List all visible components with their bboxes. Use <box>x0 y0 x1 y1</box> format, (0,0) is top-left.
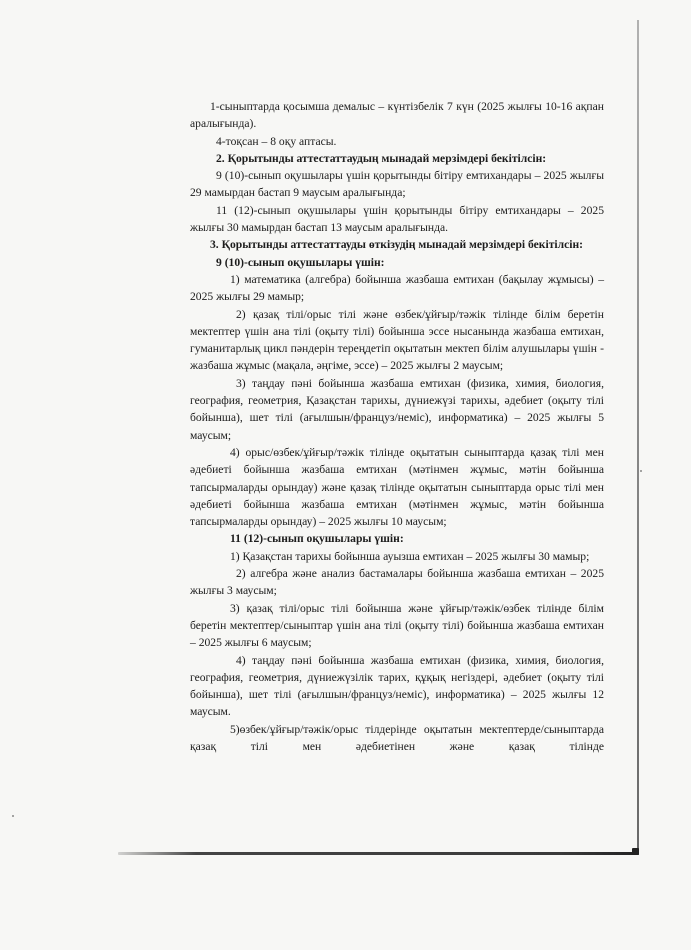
scan-speck <box>12 815 14 817</box>
section-heading-3: 3. Қорытынды аттестаттауды өткізудің мынадай мерзімдері бекітілсін: <box>210 238 584 252</box>
grade9-item-3: 3) таңдау пәні бойынша жазбаша емтихан (физика, химия, биология, география, геометрия, Қазақстан тарихы, дүниежүзі тарихы, әдебиет (оқыту тілі бойынша), шет тілі (ағылшын/француз/неміс), информатика) – 2025 жылғы 5 маусым; <box>190 376 604 442</box>
paragraph-holiday: 1-сыныптарда қосымша демалыс – күнтізбелік 7 күн (2025 жылғы 10-16 ақпан аралығында). <box>190 100 604 131</box>
page-edge-shadow <box>637 20 639 855</box>
grade11-item-5: 5)өзбек/ұйғыр/тәжік/орыс тілдерінде оқытатын мектептерде/сыныптарда қазақ тілі мен әдебиетінен және қазақ тілінде <box>190 722 604 753</box>
subheading-grade11: 11 (12)-сынып оқушылары үшін: <box>230 532 404 546</box>
grade9-item-1: 1) математика (алгебра) бойынша жазбаша емтихан (бақылау жұмысы) – 2025 жылғы 29 мамыр; <box>190 272 604 304</box>
grade11-item-1: 1) Қазақстан тарихы бойынша ауызша емтихан – 2025 жылғы 30 мамыр; <box>230 549 590 563</box>
document-body <box>190 98 604 755</box>
subheading-grade9: 9 (10)-сынып оқушылары үшін: <box>216 255 385 269</box>
section-heading-2: 2. Қорытынды аттестаттаудың мынадай мерзімдері бекітілсін: <box>216 151 547 165</box>
paragraph-grade9-exams: 9 (10)-сынып оқушылары үшін қорытынды бітіру емтихандары – 2025 жылғы 29 мамырдан бастап 9 маусым аралығында; <box>190 169 604 200</box>
grade9-item-4: 4) орыс/өзбек/ұйғыр/тәжік тілінде оқытатын сыныптарда қазақ тілі мен әдебиеті бойынша жазбаша емтихан (мәтінмен жұмыс, мәтін бойынша тапсырмаларды орындау) және қазақ тілінде оқытатын сыныптарда орыс тілі мен әдебиеті бойынша жазбаша емтихан (мәтінмен жұмыс, мәтін бойынша тапсырмаларды орындау) – 2025 жылғы 10 маусым; <box>190 445 604 529</box>
grade11-item-4: 4) таңдау пәні бойынша жазбаша емтихан (физика, химия, биология, география, геометрия, дүниежүзілік тарих, құқық негіздері, әдебиет (оқыту тілі бойынша), шет тілі (ағылшын/француз/неміс), информатика) – 2025 жылғы 12 маусым. <box>190 653 604 719</box>
scan-speck <box>640 470 642 472</box>
bottom-scan-line <box>118 852 638 855</box>
grade9-item-2: 2) қазақ тілі/орыс тілі және өзбек/ұйғыр/тәжік тілінде білім беретін мектептер үшін ана тілі (оқыту тілі) бойынша эссе нысанында жазбаша емтихан, гуманитарлық цикл пәндерін тереңдетіп оқытатын мектеп білім алушылары үшін - жазбаша жұмыс (мақала, әңгіме, эссе) – 2025 жылғы 2 маусым; <box>190 307 604 373</box>
grade11-item-3: 3) қазақ тілі/орыс тілі бойынша және ұйғыр/тәжік/өзбек тілінде білім беретін мектептер/сыныптар үшін ана тілі (оқыту тілі) бойынша жазбаша емтихан – 2025 жылғы 6 маусым; <box>190 601 604 650</box>
grade11-item-2: 2) алгебра және анализ бастамалары бойынша жазбаша емтихан – 2025 жылғы 3 маусым; <box>190 567 604 598</box>
paragraph-grade11-exams: 11 (12)-сынып оқушылары үшін қорытынды бітіру емтихандары – 2025 жылғы 30 мамырдан бастап 13 маусым аралығында. <box>190 203 604 235</box>
corner-mark <box>632 848 639 855</box>
paragraph-quarter-4: 4-тоқсан – 8 оқу аптасы. <box>216 134 337 148</box>
